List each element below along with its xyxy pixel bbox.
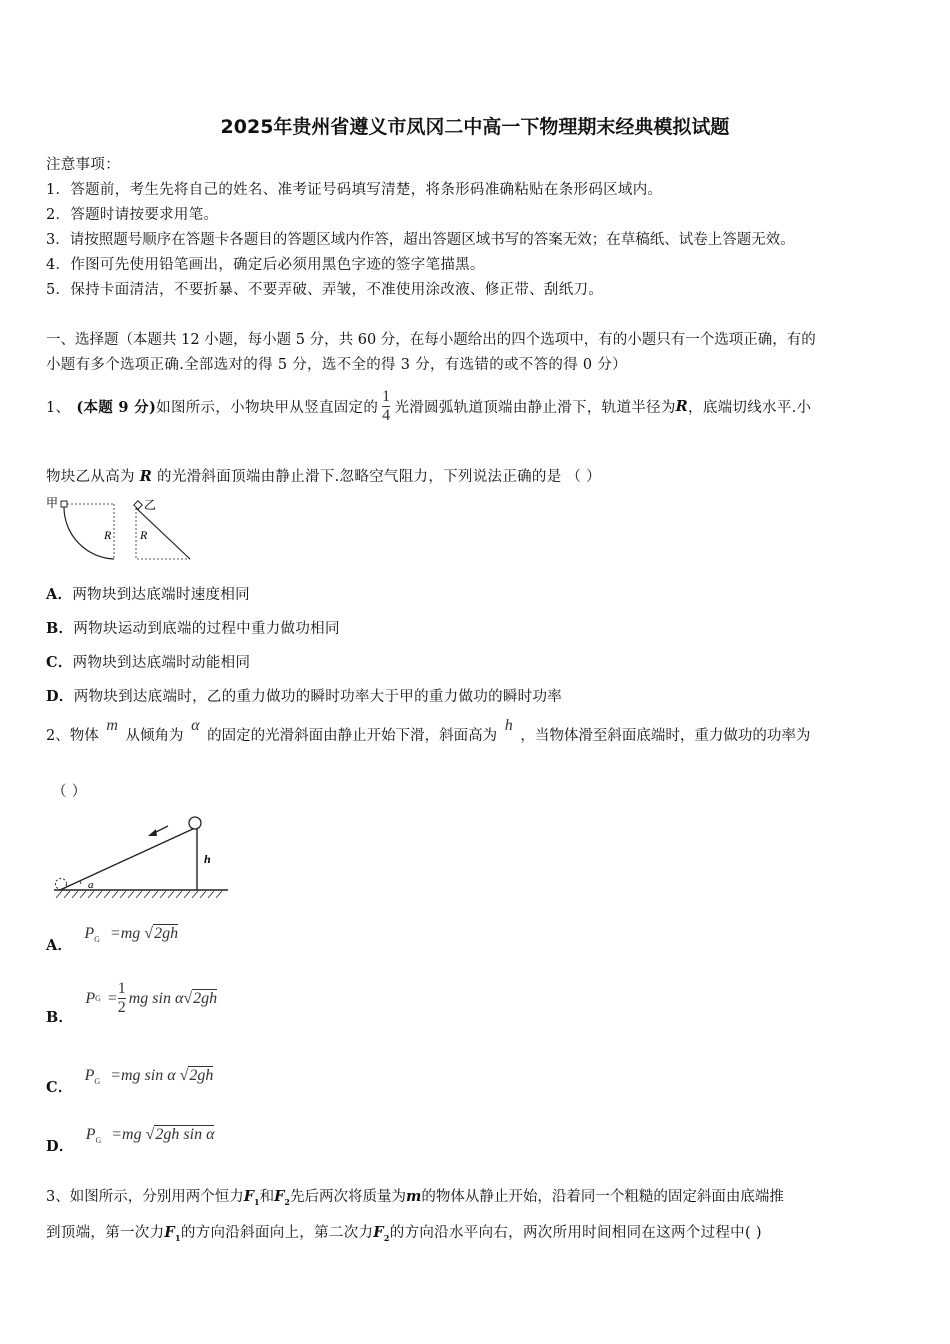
formula-subscript: G (95, 994, 101, 1003)
option-d (46, 685, 562, 706)
option-d (46, 1125, 215, 1155)
question-text: ，底端切线水平.小 (688, 400, 812, 416)
question-text: 和 (259, 1189, 275, 1205)
fraction-denominator: 4 (382, 407, 391, 424)
variable-f1: F (164, 1224, 176, 1241)
notice-item: 3．请按照题号顺序在答题卡各题目的答题区域内作答，超出答题区域书写的答案无效；在草稿纸、试卷上答题无效。 (46, 232, 795, 248)
answer-paren: （ ） (52, 784, 87, 800)
formula-fraction (118, 980, 126, 1017)
option-b (46, 980, 218, 1026)
question-2-line1 (46, 717, 811, 745)
formula-p: P (84, 1067, 95, 1084)
formula-body: mg sin α (128, 989, 184, 1007)
variable-alpha: α (191, 717, 200, 734)
formula-body: =mg (109, 925, 141, 942)
question-text: 从倾角为 (125, 728, 184, 744)
option-label: A． (46, 586, 73, 603)
option-text: 两物块运动到底端的过程中重力做功相同 (73, 621, 340, 637)
motion-arrow-head (148, 829, 157, 836)
question-tag: (本题 9 分) (76, 399, 157, 416)
formula-subscript: G (94, 935, 100, 944)
variable-h: h (504, 717, 513, 734)
notice-heading: 注意事项： (46, 157, 120, 173)
question-1-line2 (46, 465, 601, 486)
page-title: 2025年贵州省遵义市凤冈二中高一下物理期末经典模拟试题 (220, 116, 730, 138)
section-instructions-line2: 小题有多个选项正确.全部选对的得 5 分，选不全的得 3 分，有选错的或不答的得 0 分） (46, 357, 627, 373)
option-text: 两物块到达底端时，乙的重力做功的瞬时功率大于甲的重力做功的瞬时功率 (73, 689, 563, 705)
label-r: R (140, 528, 148, 542)
formula-p: P (85, 1126, 96, 1143)
question-text: 2、物体 (46, 728, 99, 744)
label-jia: 甲 (46, 496, 59, 510)
ball-top (189, 817, 201, 829)
variable-f1-subscript: 1 (175, 1233, 181, 1243)
variable-f2: F (274, 1188, 285, 1205)
label-h: h (204, 852, 211, 866)
formula-radicand: 2gh (189, 1067, 214, 1084)
formula-equals: = (106, 989, 118, 1007)
label-angle: a (88, 879, 94, 891)
formula-p: P (85, 989, 96, 1007)
notice-item: 2．答题时请按要求用笔。 (46, 207, 219, 223)
fraction-denominator: 2 (117, 999, 126, 1016)
variable-r: R (675, 398, 689, 415)
formula: $P_G =mg$ sin α √2gh (84, 1067, 214, 1086)
notice-item: 5．保持卡面清洁，不要折暴、不要弄破、弄皱，不准使用涂改液、修正带、刮纸刀。 (46, 282, 604, 298)
ground-hatching (56, 891, 222, 898)
label-r: R (104, 528, 112, 542)
fraction-numerator: 1 (382, 388, 391, 405)
variable-f2-subscript: 2 (284, 1197, 290, 1207)
question-text: 先后两次将质量为 (289, 1189, 406, 1205)
question-1-line1 (46, 388, 811, 425)
question-text: 物块乙从高为 (46, 469, 135, 485)
question-number: 1、 (46, 400, 71, 416)
question-text: 的物体从静止开始，沿着同一个粗糙的固定斜面由底端推 (421, 1189, 784, 1205)
section-instructions-line1: 一、选择题（本题共 12 小题，每小题 5 分，共 60 分，在每小题给出的四个选项中，有的小题只有一个选项正确，有的 (46, 332, 816, 348)
option-text: 两物块到达底端时动能相同 (72, 655, 251, 671)
option-b (46, 617, 340, 638)
option-label: D． (46, 688, 74, 705)
option-label: B． (46, 620, 74, 637)
figure-arc-and-incline (46, 494, 196, 564)
variable-f1: F (243, 1188, 255, 1205)
variable-r: R (139, 468, 153, 485)
block-yi (134, 501, 142, 509)
block-jia (61, 501, 67, 507)
question-3-line2 (46, 1221, 762, 1243)
question-text: 如图所示，小物块甲从竖直固定的 (156, 400, 379, 416)
label-yi: 乙 (144, 498, 157, 512)
variable-f1-subscript: 1 (254, 1197, 260, 1207)
option-c (46, 1066, 214, 1096)
option-c (46, 651, 250, 672)
variable-f2: F (373, 1224, 384, 1241)
formula: P G = $\frac{1}{2}$ mg sin α √ 2gh (85, 980, 218, 1016)
variable-m: m (405, 1188, 422, 1205)
formula-body: =mg sin α (110, 1067, 176, 1084)
question-text: 的方向沿斜面向上，第二次力 (180, 1225, 374, 1241)
question-3-line1 (46, 1185, 784, 1207)
fraction-quarter (382, 388, 390, 425)
formula-radicand: 2gh (193, 990, 218, 1007)
option-label: D． (46, 1138, 74, 1155)
question-text: 的方向沿水平向右，两次所用时间相同在这两个过程中( ) (389, 1225, 762, 1241)
angle-arc (80, 881, 81, 884)
formula-subscript: G (95, 1136, 102, 1145)
question-text: 的光滑斜面顶端由静止滑下.忽略空气阻力，下列说法正确的是 （ ） (157, 469, 601, 485)
variable-m: m (106, 717, 118, 734)
formula: $P_G =mg$ √2gh (84, 925, 179, 944)
question-text: 3、如图所示，分别用两个恒力 (46, 1189, 244, 1205)
option-label: B． (46, 1009, 74, 1026)
figure-incline-ball (50, 812, 230, 904)
question-text: 光滑圆弧轨道顶端由静止滑下，轨道半径为 (394, 400, 676, 416)
option-label: A． (46, 937, 73, 954)
variable-f2-subscript: 2 (383, 1233, 390, 1243)
formula-radicand: 2gh sin α (155, 1126, 215, 1143)
ball-bottom-dashed (56, 879, 67, 890)
option-text: 两物块到达底端时速度相同 (72, 587, 250, 603)
formula: $P_G =mg$ √2gh sin α (85, 1126, 215, 1145)
question-text: ，当物体滑至斜面底端时，重力做功的功率为 (520, 728, 811, 744)
option-label: C． (46, 1079, 73, 1096)
formula-subscript: G (94, 1077, 101, 1086)
incline-surface (60, 828, 195, 890)
option-a (46, 583, 250, 604)
option-a (46, 924, 179, 954)
notice-item: 1．答题前，考生先将自己的姓名、准考证号码填写清楚，将条形码准确粘贴在条形码区域内。 (46, 182, 663, 198)
notice-item: 4．作图可先使用铅笔画出，确定后必须用黑色字迹的签字笔描黑。 (46, 257, 485, 273)
formula-radicand: 2gh (154, 925, 179, 942)
formula-p: P (84, 925, 95, 942)
option-label: C． (46, 654, 73, 671)
formula-body: =mg (111, 1126, 142, 1143)
question-text: 的固定的光滑斜面由静止开始下滑，斜面高为 (207, 728, 498, 744)
question-text: 到顶端，第一次力 (46, 1225, 165, 1241)
fraction-numerator: 1 (117, 980, 126, 997)
